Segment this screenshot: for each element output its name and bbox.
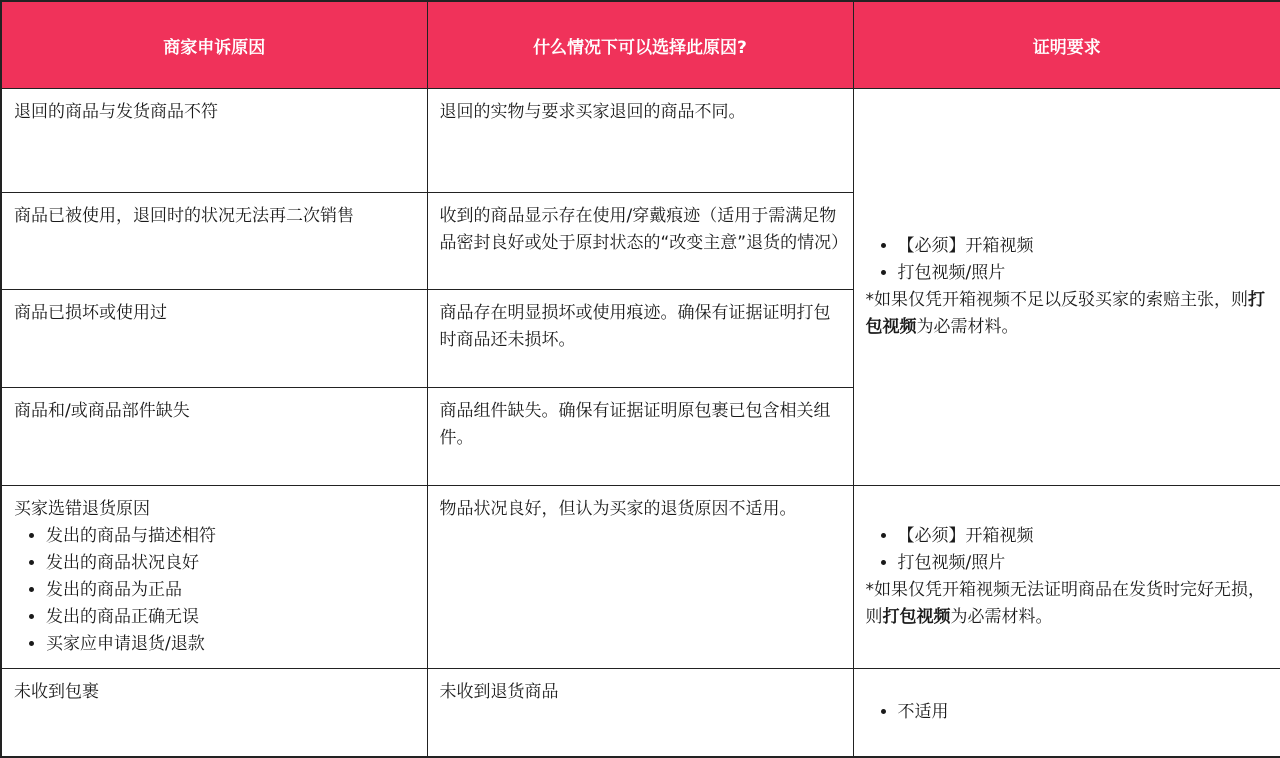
header-when: 什么情况下可以选择此原因?	[427, 1, 853, 89]
when-cell: 退回的实物与要求买家退回的商品不同。	[427, 89, 853, 193]
proof-cell	[853, 486, 1280, 669]
reason-text: 买家选错退货原因	[14, 499, 150, 519]
proof-item: • 不适用	[898, 699, 1269, 726]
proof-list	[866, 233, 1269, 287]
header-reason: 商家申诉原因	[1, 1, 427, 89]
reason-cell: 商品和/或商品部件缺失	[1, 388, 427, 486]
proof-cell	[853, 669, 1280, 757]
note-text: *如果仅凭开箱视频不足以反驳买家的索赔主张，则	[865, 290, 1248, 310]
when-cell: 物品状况良好，但认为买家的退货原因不适用。	[427, 486, 853, 669]
proof-item: • 【必须】开箱视频	[898, 523, 1269, 550]
reason-cell: 商品已损坏或使用过	[1, 290, 427, 388]
proof-note	[866, 287, 1269, 341]
when-cell: 收到的商品显示存在使用/穿戴痕迹（适用于需满足物品密封良好或处于原封状态的“改变主意”退货的情况）	[427, 193, 853, 290]
reason-sub-item: • 发出的商品状况良好	[46, 550, 415, 577]
reason-sub-list	[14, 523, 415, 658]
note-text: *如果仅凭开箱视频无法证明商品在发货时完好无损，则	[865, 580, 1265, 627]
proof-item: • 打包视频/照片	[898, 260, 1269, 287]
when-cell: 商品存在明显损坏或使用痕迹。确保有证据证明打包时商品还未损坏。	[427, 290, 853, 388]
proof-note	[866, 577, 1269, 631]
reason-sub-item: • 买家应申请退货/退款	[46, 631, 415, 658]
note-text: 为必需材料。	[916, 317, 1019, 337]
when-cell: 商品组件缺失。确保有证据证明原包裹已包含相关组件。	[427, 388, 853, 486]
table-row	[1, 669, 1280, 757]
note-bold: 打包视频	[865, 290, 1265, 337]
header-proof: 证明要求	[853, 1, 1280, 89]
proof-item: • 打包视频/照片	[898, 550, 1269, 577]
table-row	[1, 89, 1280, 193]
when-cell: 未收到退货商品	[427, 669, 853, 757]
reason-cell: 商品已被使用，退回时的状况无法再二次销售	[1, 193, 427, 290]
note-bold: 打包视频	[882, 607, 951, 627]
header-row	[1, 1, 1280, 89]
reason-sub-item: • 发出的商品为正品	[46, 577, 415, 604]
table-row	[1, 486, 1280, 669]
reason-cell: 未收到包裹	[1, 669, 427, 757]
proof-list	[866, 699, 1269, 726]
proof-item: • 【必须】开箱视频	[898, 233, 1269, 260]
reason-cell	[1, 486, 427, 669]
note-text: 为必需材料。	[950, 607, 1053, 627]
proof-list	[866, 523, 1269, 577]
proof-cell	[853, 89, 1280, 486]
reason-sub-item: • 发出的商品与描述相符	[46, 523, 415, 550]
reason-sub-item: • 发出的商品正确无误	[46, 604, 415, 631]
reason-cell: 退回的商品与发货商品不符	[1, 89, 427, 193]
